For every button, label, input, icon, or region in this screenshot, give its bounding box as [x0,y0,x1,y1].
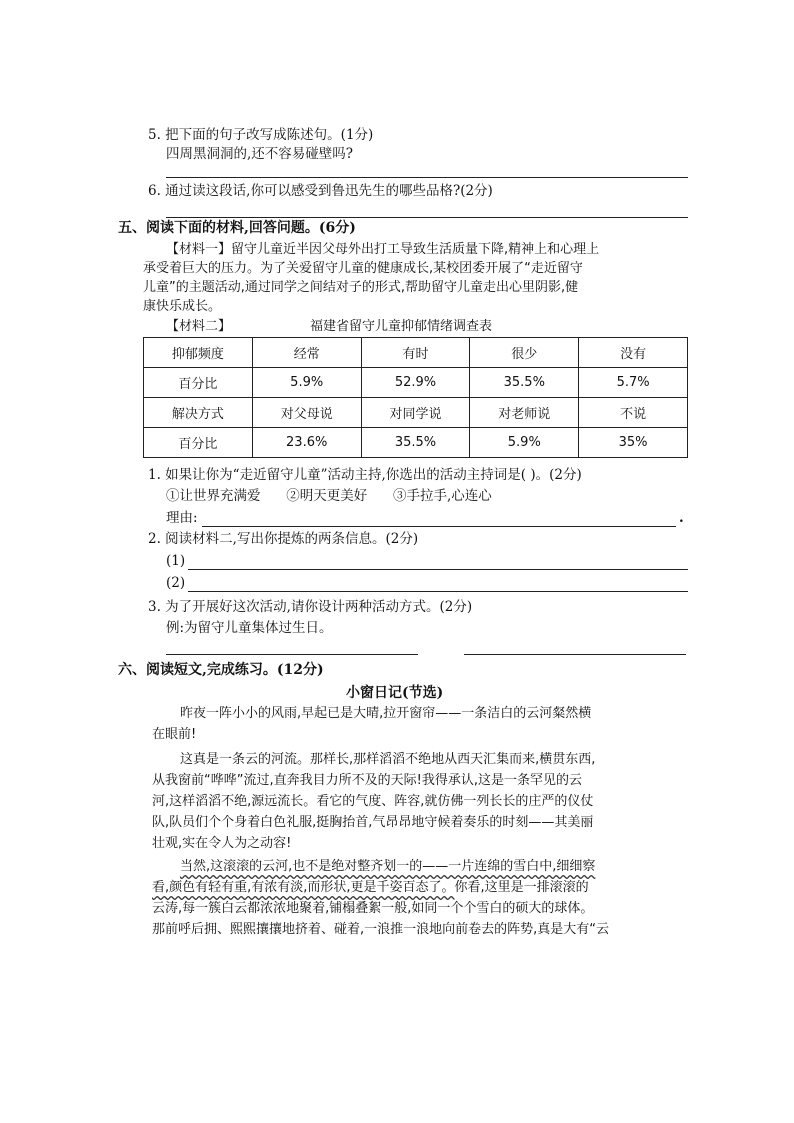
passage-line: 这真是一条云的河流。那样长,那样滔滔不绝地从西天汇集而来,横贯东西, [180,752,596,767]
passage-line: 河,这样滔滔不绝,源远流长。看它的气度、阵容,就仿佛一列长长的庄严的仪仗 [152,794,594,809]
table-cell: 百分比 [144,428,253,458]
q6-prompt: 6. 通过读这段话,你可以感受到鲁迅先生的哪些品格?(2分) [148,183,493,199]
table-cell: 抑郁频度 [144,338,253,368]
passage-line: 队,队员们个个身着白色礼服,挺胸抬首,气昂昂地守候着奏乐的时刻——其美丽 [152,815,594,830]
table-cell: 52.9% [361,368,470,398]
table-cell: 没有 [579,338,688,368]
table-row [144,428,688,458]
passage-line [152,879,589,897]
table-row [144,338,688,368]
passage-line: 壮观,实在令人为之动容! [152,836,292,851]
s5-q1-options: ①让世界充满爱 ②明天更美好 ③手拉手,心连心 [166,488,492,504]
section6-heading: 六、阅读短文,完成练习。(12分) [118,662,324,678]
material2-label: 【材料二】 [166,319,232,334]
passage-title: 小窗日记(节选) [346,685,444,701]
passage-line: 从我窗前“哗哗”流过,直奔我目力所不及的天际!我得承认,这是一条罕见的云 [152,773,582,788]
s5-q2-answer-line-2[interactable] [188,591,688,592]
passage-line: 那前呼后拥、熙熙攘攘地挤着、碰着,一浪推一浪地向前卷去的阵势,真是大有“云 [152,922,609,937]
table-cell: 5.7% [579,368,688,398]
s5-q2-answer-line-1[interactable] [188,569,688,570]
table-row [144,368,688,398]
table-cell: 有时 [361,338,470,368]
material1-line: 【材料一】留守儿童近半因父母外出打工导致生活质量下降,精神上和心理上 [166,242,600,257]
material1-line: 承受着巨大的压力。为了关爱留守儿童的健康成长,某校团委开展了“走近留守 [143,261,583,276]
passage-text: 你看,这里是一排滚滚的 [454,880,589,895]
survey-table [143,337,688,458]
table-cell: 35% [579,428,688,458]
table-cell: 对同学说 [361,398,470,428]
passage-line: 在眼前! [152,727,197,742]
s5-q2-line1-label: (1) [166,553,186,569]
q5-prompt: 5. 把下面的句子改写成陈述句。(1分) [148,127,374,143]
table-cell: 经常 [252,338,361,368]
passage-line: 昨夜一阵小小的风雨,早起已是大晴,拉开窗帘——一条洁白的云河粲然横 [180,706,592,721]
underlined-sentence: 当然,这滚滚的云河,也不是绝对整齐划一的——一片连绵的雪白中,细细察 [180,859,596,874]
material1-line: 康快乐成长。 [143,299,222,314]
table-row [144,398,688,428]
s5-q1-reason-label: 理由: [166,510,198,526]
q6-answer-line[interactable] [166,217,688,218]
q5-answer-line[interactable] [166,177,688,178]
section5-heading: 五、阅读下面的材料,回答问题。(6分) [118,220,356,236]
table-cell: 解决方式 [144,398,253,428]
table-title: 福建省留守儿童抑郁情绪调查表 [310,319,493,334]
s5-q1-reason-line[interactable] [202,526,676,527]
underlined-sentence: 看,颜色有轻有重,有浓有淡,而形状,更是千姿百态了。 [152,880,455,895]
s5-q3-answer-line-2[interactable] [464,654,686,655]
table-cell: 对父母说 [252,398,361,428]
table-cell: 35.5% [470,368,579,398]
table-cell: 35.5% [361,428,470,458]
table-cell: 很少 [470,338,579,368]
s5-q1-prompt: 1. 如果让你为“走近留守儿童”活动主持,你选出的活动主持词是( )。(2分) [148,467,582,483]
s5-q3-prompt: 3. 为了开展好这次活动,请你设计两种活动方式。(2分) [148,599,473,615]
table-cell: 对老师说 [470,398,579,428]
q5-sentence: 四周黑洞洞的,还不容易碰壁吗? [166,146,354,162]
passage-line: 云涛,每一簇白云都浓浓地聚着,铺榻叠絮一般,如同一个个雪白的硕大的球体。 [152,901,594,916]
material1-line: 儿童”的主题活动,通过同学之间结对子的形式,帮助留守儿童走出心里阴影,健 [143,280,579,295]
s5-q2-prompt: 2. 阅读材料二,写出你提炼的两条信息。(2分) [148,531,419,547]
table-cell: 百分比 [144,368,253,398]
table-cell: 23.6% [252,428,361,458]
table-cell: 5.9% [252,368,361,398]
s5-q1-period: . [679,510,684,526]
s5-q3-answer-line-1[interactable] [166,654,418,655]
s5-q2-line2-label: (2) [166,575,186,591]
table-cell: 不说 [579,398,688,428]
table-cell: 5.9% [470,428,579,458]
s5-q3-example: 例:为留守儿童集体过生日。 [166,620,333,636]
